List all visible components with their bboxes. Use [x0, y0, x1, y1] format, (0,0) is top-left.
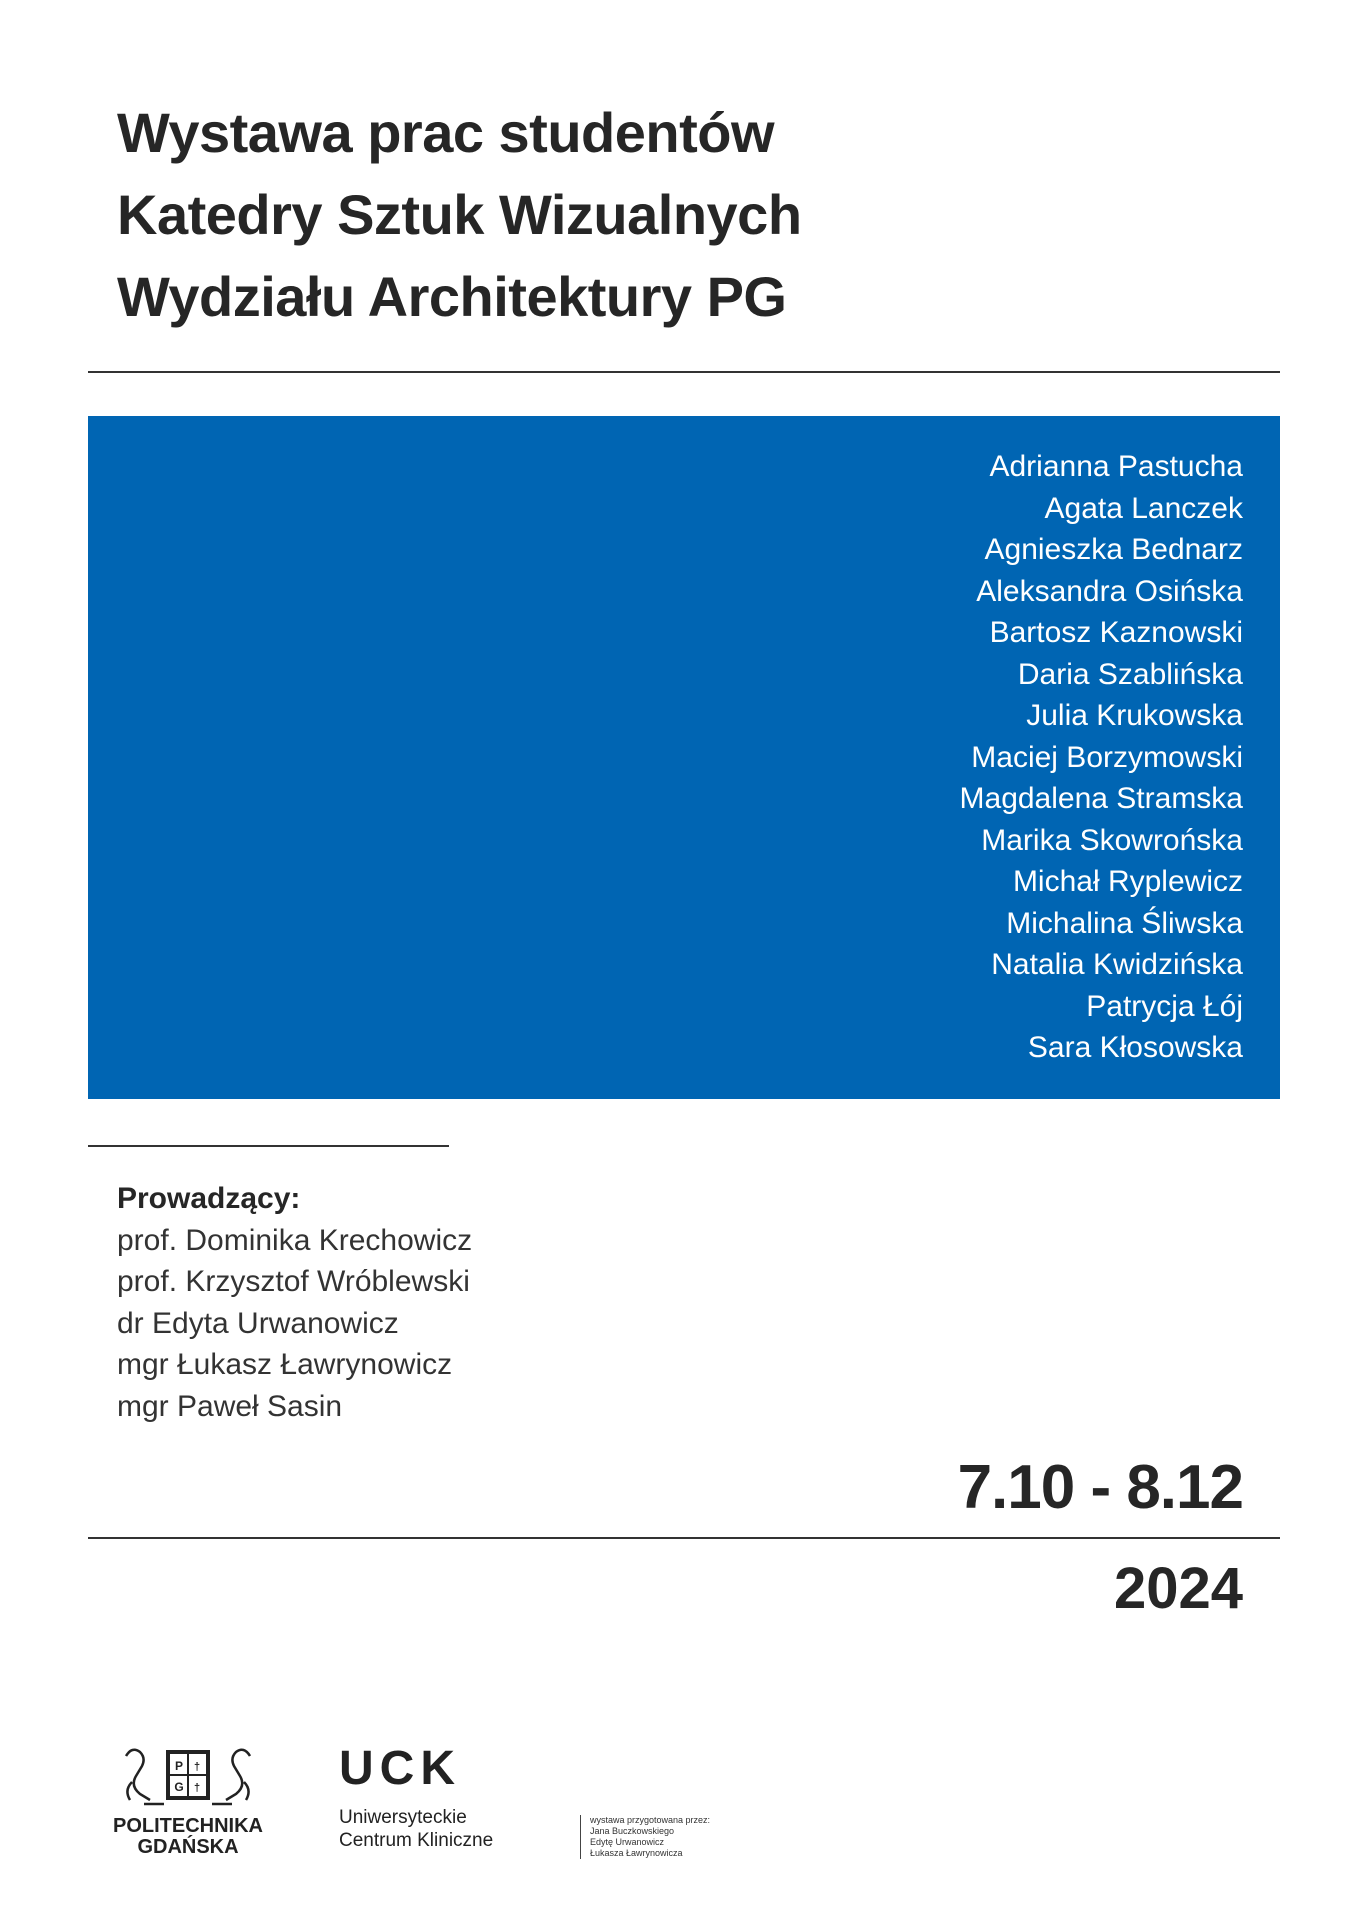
- supervisor-name: mgr Paweł Sasin: [117, 1389, 343, 1423]
- student-name: Adrianna Pastucha: [989, 450, 1243, 483]
- uck-logo: [339, 1742, 494, 1852]
- supervisors-heading: Prowadzący:: [117, 1182, 301, 1215]
- dates-divider: [88, 1537, 1280, 1539]
- svg-text:P: P: [174, 1759, 184, 1773]
- exhibition-year: 2024: [1113, 1556, 1243, 1621]
- exhibition-credits: [580, 1815, 710, 1859]
- student-name: Magdalena Stramska: [959, 782, 1243, 815]
- svg-text:†: †: [193, 1761, 201, 1773]
- student-name: Sara Kłosowska: [1027, 1031, 1243, 1064]
- exhibition-dates: 7.10 - 8.12: [957, 1453, 1243, 1522]
- svg-text:G: G: [174, 1780, 184, 1794]
- pg-name-line-2: GDAŃSKA: [137, 1836, 239, 1858]
- student-name: Aleksandra Osińska: [976, 574, 1243, 608]
- poster-title: [117, 92, 1217, 338]
- student-name: Agnieszka Bednarz: [984, 533, 1243, 566]
- uck-name-line-2: Centrum Kliniczne: [339, 1830, 494, 1851]
- student-name: Maciej Borzymowski: [971, 740, 1243, 774]
- supervisor-name: prof. Krzysztof Wróblewski: [117, 1265, 470, 1298]
- student-name: Natalia Kwidzińska: [991, 948, 1243, 981]
- student-name: Marika Skowrońska: [981, 823, 1243, 857]
- uck-name-line-1: Uniwersyteckie: [339, 1807, 467, 1828]
- student-name: Patrycja Łój: [1086, 989, 1243, 1023]
- student-name: Julia Krukowska: [1026, 699, 1243, 732]
- students-panel: [88, 416, 1280, 1099]
- credits-intro: wystawa przygotowana przez:: [590, 1815, 711, 1825]
- title-line-2: Katedry Sztuk Wizualnych: [117, 183, 802, 246]
- supervisor-name: mgr Łukasz Ławrynowicz: [117, 1348, 453, 1381]
- supervisors-divider: [88, 1145, 449, 1147]
- student-name: Michał Ryplewicz: [1012, 865, 1243, 898]
- svg-text:†: †: [193, 1782, 201, 1794]
- title-line-1: Wystawa prac studentów: [117, 101, 775, 164]
- student-name: Michalina Śliwska: [1006, 906, 1243, 940]
- pg-name-line-1: POLITECHNIKA: [113, 1815, 263, 1837]
- pg-logo-text: [108, 1816, 268, 1858]
- top-divider: [88, 371, 1280, 373]
- credits-name: Łukasza Ławrynowicza: [590, 1848, 683, 1858]
- credits-name: Jana Buczkowskiego: [590, 1826, 675, 1836]
- uck-logo-text: [339, 1806, 493, 1852]
- students-list: [960, 446, 1243, 1069]
- politechnika-gdanska-logo: [108, 1742, 268, 1858]
- student-name: Agata Lanczek: [1044, 491, 1243, 525]
- supervisor-name: dr Edyta Urwanowicz: [117, 1306, 399, 1340]
- student-name: Bartosz Kaznowski: [989, 616, 1243, 649]
- uck-mark: UCK: [339, 1742, 461, 1795]
- supervisors-section: [117, 1178, 472, 1427]
- pg-crest-icon: [118, 1742, 258, 1810]
- student-name: Daria Szablińska: [1017, 657, 1243, 691]
- supervisor-name: prof. Dominika Krechowicz: [117, 1223, 473, 1257]
- credits-name: Edytę Urwanowicz: [590, 1837, 665, 1847]
- title-line-3: Wydziału Architektury PG: [117, 265, 787, 328]
